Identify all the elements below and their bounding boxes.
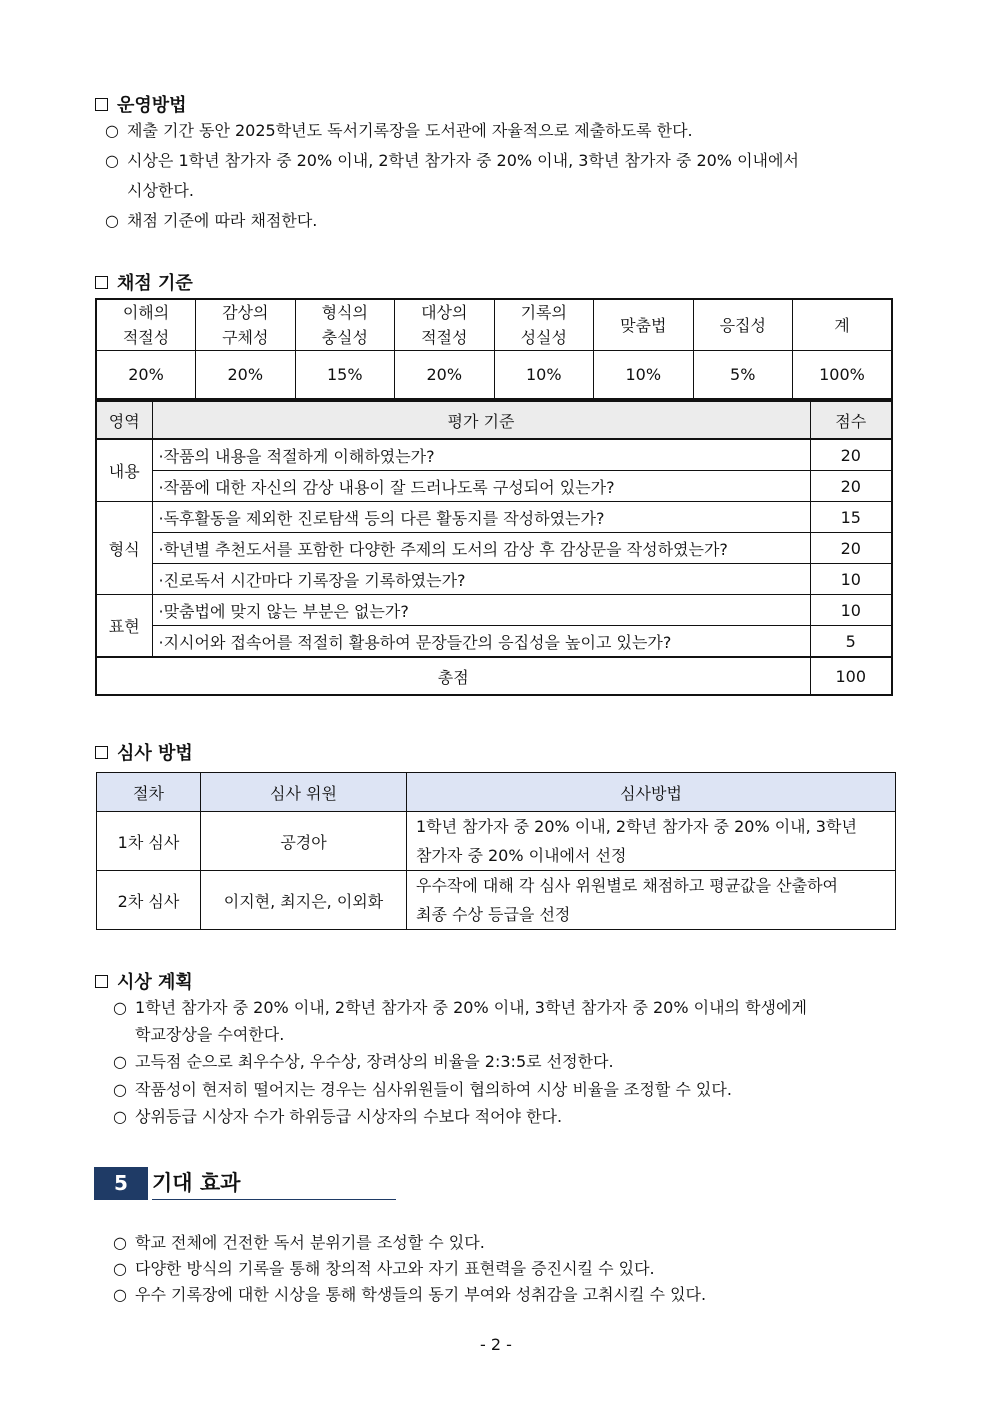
list-item-continuation: 학교장상을 수여한다. xyxy=(135,1025,285,1044)
circle-bullet-icon: ○ xyxy=(113,1285,127,1304)
table-header-cell: 평가 기준 xyxy=(152,401,810,439)
checkbox-square-icon xyxy=(95,746,108,759)
table-row xyxy=(96,626,892,658)
checkbox-square-icon xyxy=(95,975,108,988)
list-item: ○ 다양한 방식의 기록을 통해 창의적 사고와 자기 표현력을 증진시킬 수 있다. xyxy=(113,1254,655,1284)
heading-text: 운영방법 xyxy=(117,95,187,116)
list-item: ○ 우수 기록장에 대한 시상을 통해 학생들의 동기 부여와 성취감을 고취시킬 수 있다. xyxy=(113,1280,706,1310)
section-heading-scoring xyxy=(95,269,193,295)
checkbox-square-icon xyxy=(95,98,108,111)
table-cell: 20% xyxy=(196,351,296,399)
circle-bullet-icon: ○ xyxy=(113,1052,127,1071)
table-header-cell: 응집성 xyxy=(693,299,793,351)
circle-bullet-icon: ○ xyxy=(105,121,119,140)
table-cell: 100% xyxy=(793,351,893,399)
area-cell: 내용 xyxy=(96,439,152,502)
criteria-cell: ·지시어와 접속어를 적절히 활용하여 문장들간의 응집성을 높이고 있는가? xyxy=(152,626,810,658)
table-header-cell: 영역 xyxy=(96,401,152,439)
criteria-cell: ·맞춤법에 맞지 않는 부분은 없는가? xyxy=(152,595,810,626)
divider xyxy=(152,1199,396,1201)
review-method-table xyxy=(96,772,896,930)
table-row xyxy=(96,502,892,533)
checkbox-square-icon xyxy=(95,276,108,289)
area-cell: 표현 xyxy=(96,595,152,658)
table-header-cell: 심사방법 xyxy=(407,773,896,812)
table-header-cell: 형식의 충실성 xyxy=(295,299,395,351)
circle-bullet-icon: ○ xyxy=(113,998,127,1017)
criteria-cell: ·작품에 대한 자신의 감상 내용이 잘 드러나도록 구성되어 있는가? xyxy=(152,471,810,502)
heading-text: 채점 기준 xyxy=(117,273,193,294)
table-cell: 10% xyxy=(494,351,594,399)
list-item: ○ 작품성이 현저히 떨어지는 경우는 심사위원들이 협의하여 시상 비율을 조정할 수 있다. xyxy=(113,1075,732,1105)
evaluation-criteria-table xyxy=(95,400,893,696)
criteria-cell: ·독후활동을 제외한 진로탐색 등의 다른 활동지를 작성하였는가? xyxy=(152,502,810,533)
section-heading-operation xyxy=(95,91,187,117)
circle-bullet-icon: ○ xyxy=(113,1080,127,1099)
table-row xyxy=(96,564,892,595)
score-cell: 20 xyxy=(810,533,892,564)
table-row xyxy=(96,299,892,351)
section-title: 기대 효과 xyxy=(152,1171,241,1195)
criteria-cell: ·학년별 추천도서를 포함한 다양한 주제의 도서의 감상 후 감상문을 작성하였는가? xyxy=(152,533,810,564)
section-heading-review xyxy=(95,739,193,765)
table-row xyxy=(96,533,892,564)
table-row xyxy=(96,439,892,471)
list-item: ○ 채점 기준에 따라 채점한다. xyxy=(105,206,317,236)
circle-bullet-icon: ○ xyxy=(113,1233,127,1252)
total-label-cell: 총점 xyxy=(96,657,810,695)
scoring-weight-table xyxy=(95,298,893,400)
table-row xyxy=(97,812,896,871)
score-cell: 15 xyxy=(810,502,892,533)
table-header-cell: 이해의 적절성 xyxy=(96,299,196,351)
table-header-cell: 기록의 성실성 xyxy=(494,299,594,351)
list-item: ○ 상위등급 시상자 수가 하위등급 시상자의 수보다 적어야 한다. xyxy=(113,1102,562,1132)
method-cell: 1학년 참가자 중 20% 이내, 2학년 참가자 중 20% 이내, 3학년 참가자 중 20% 이내에서 선정 xyxy=(407,812,896,871)
table-header-cell: 심사 위원 xyxy=(201,773,407,812)
circle-bullet-icon: ○ xyxy=(105,151,119,170)
table-header-cell: 점수 xyxy=(810,401,892,439)
area-cell: 형식 xyxy=(96,502,152,595)
table-header-cell: 절차 xyxy=(97,773,201,812)
table-cell: 5% xyxy=(693,351,793,399)
step-cell: 2차 심사 xyxy=(97,871,201,930)
section-number: 5 xyxy=(94,1167,148,1200)
score-cell: 10 xyxy=(810,564,892,595)
table-header-row xyxy=(97,773,896,812)
table-header-cell: 감상의 구체성 xyxy=(196,299,296,351)
table-row xyxy=(96,595,892,626)
table-header-cell: 대상의 적절성 xyxy=(395,299,495,351)
table-cell: 10% xyxy=(594,351,694,399)
table-row xyxy=(96,471,892,502)
score-cell: 5 xyxy=(810,626,892,658)
list-item: ○ 학교 전체에 건전한 독서 분위기를 조성할 수 있다. xyxy=(113,1228,485,1258)
score-cell: 20 xyxy=(810,439,892,471)
criteria-cell: ·진로독서 시간마다 기록장을 기록하였는가? xyxy=(152,564,810,595)
judges-cell: 이지현, 최지은, 이외화 xyxy=(201,871,407,930)
table-row xyxy=(96,351,892,399)
circle-bullet-icon: ○ xyxy=(113,1107,127,1126)
step-cell: 1차 심사 xyxy=(97,812,201,871)
table-row xyxy=(97,871,896,930)
list-item: ○ 1학년 참가자 중 20% 이내, 2학년 참가자 중 20% 이내, 3학년 참가자 중 20% 이내의 학생에게 xyxy=(113,993,807,1023)
list-item: ○ 시상은 1학년 참가자 중 20% 이내, 2학년 참가자 중 20% 이내, 3학년 참가자 중 20% 이내에서 xyxy=(105,146,799,176)
score-cell: 10 xyxy=(810,595,892,626)
circle-bullet-icon: ○ xyxy=(113,1259,127,1278)
list-item-continuation: 시상한다. xyxy=(127,181,194,200)
judges-cell: 공경아 xyxy=(201,812,407,871)
table-total-row xyxy=(96,657,892,695)
score-cell: 20 xyxy=(810,471,892,502)
circle-bullet-icon: ○ xyxy=(105,211,119,230)
method-cell: 우수작에 대해 각 심사 위원별로 채점하고 평균값을 산출하여 최종 수상 등급을 선정 xyxy=(407,871,896,930)
table-cell: 20% xyxy=(96,351,196,399)
table-header-cell: 계 xyxy=(793,299,893,351)
total-score-cell: 100 xyxy=(810,657,892,695)
table-header-cell: 맞춤법 xyxy=(594,299,694,351)
criteria-cell: ·작품의 내용을 적절하게 이해하였는가? xyxy=(152,439,810,471)
heading-text: 심사 방법 xyxy=(117,743,193,764)
heading-text: 시상 계획 xyxy=(117,972,193,993)
table-header-row xyxy=(96,401,892,439)
section-heading-award xyxy=(95,968,193,994)
section-5-header xyxy=(94,1167,396,1200)
page-number: - 2 - xyxy=(480,1335,512,1354)
list-item: ○ 고득점 순으로 최우수상, 우수상, 장려상의 비율을 2:3:5로 선정한다. xyxy=(113,1047,614,1077)
table-cell: 20% xyxy=(395,351,495,399)
list-item: ○ 제출 기간 동안 2025학년도 독서기록장을 도서관에 자율적으로 제출하도록 한다. xyxy=(105,116,693,146)
table-cell: 15% xyxy=(295,351,395,399)
